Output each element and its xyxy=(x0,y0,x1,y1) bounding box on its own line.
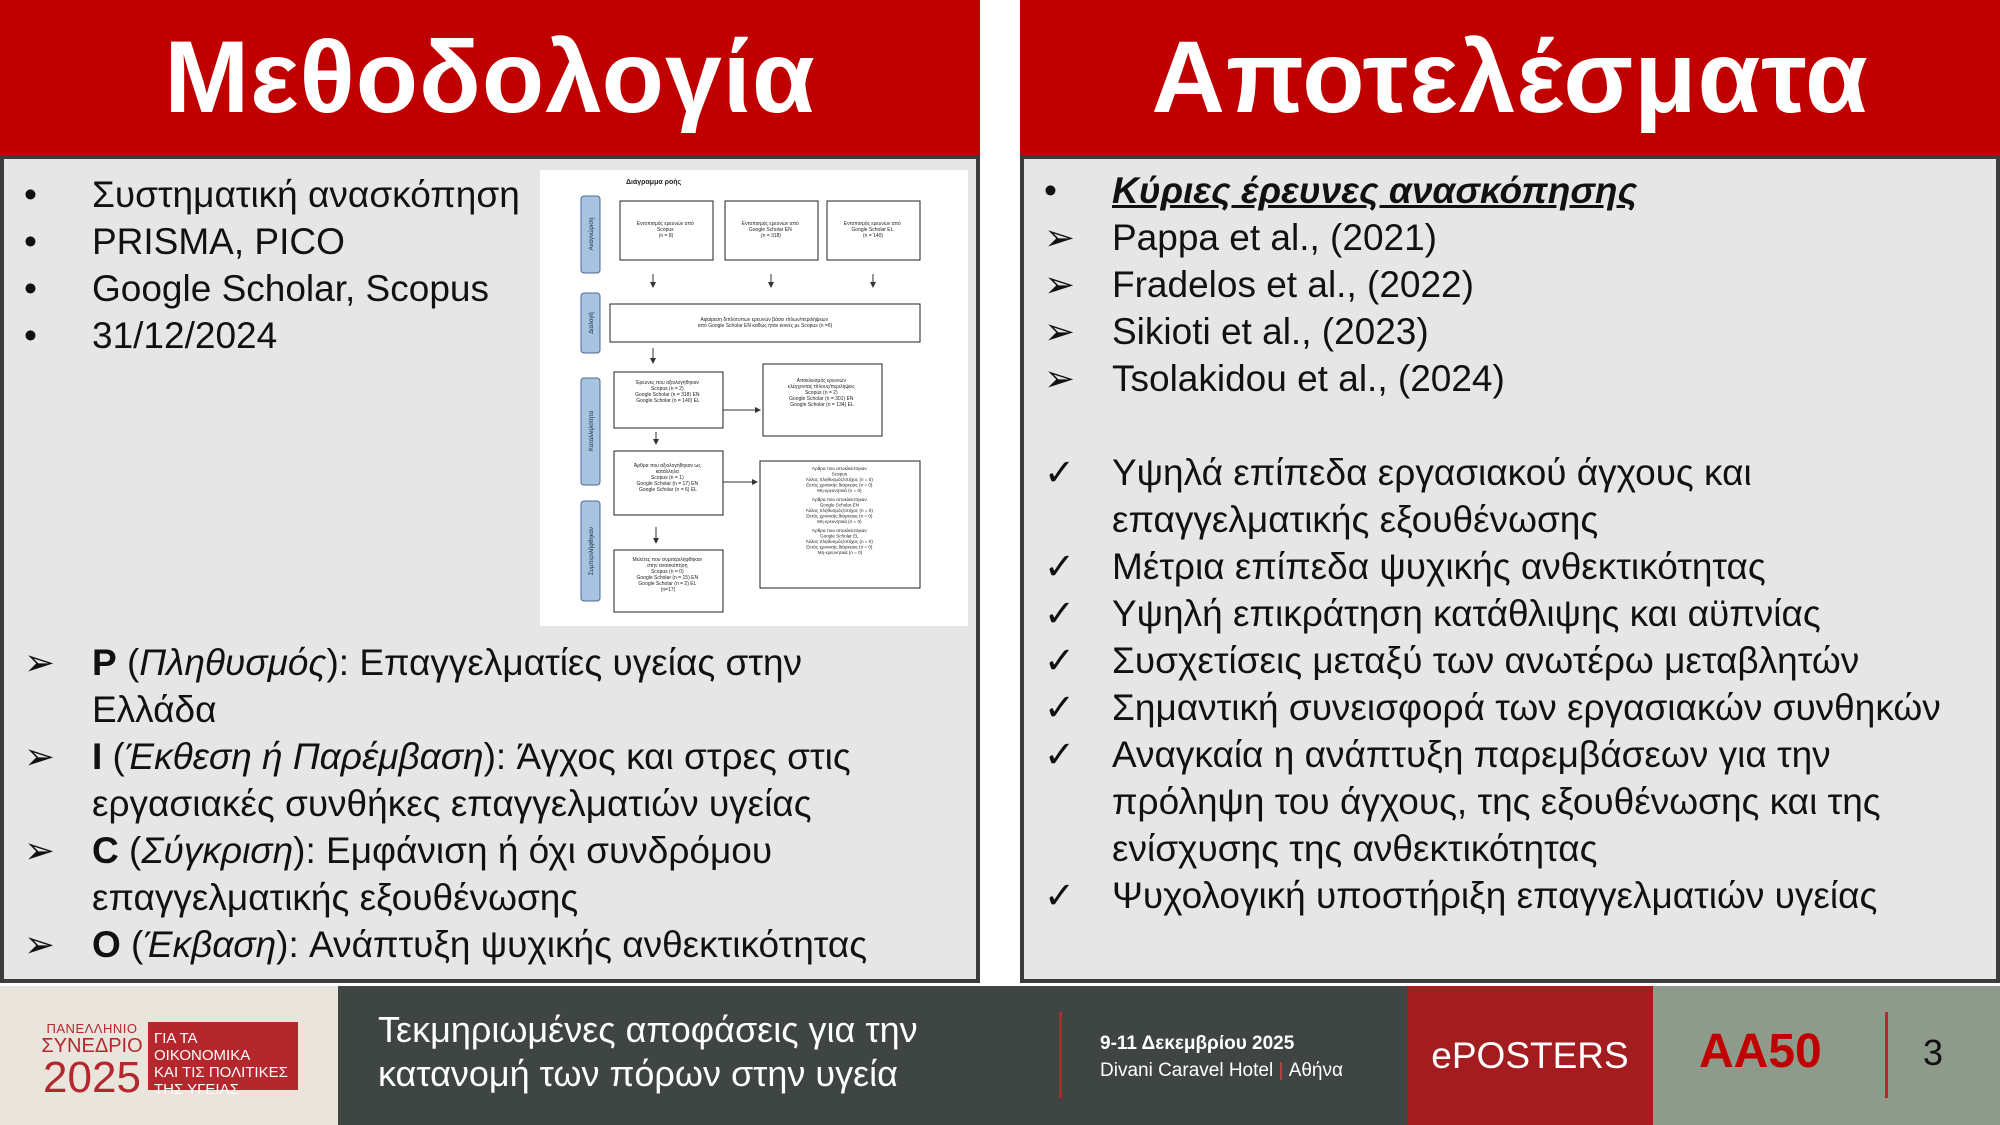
eposters-badge: ePOSTERS xyxy=(1407,986,1653,1125)
checkmark-icon: ✓ xyxy=(1044,546,1076,587)
finding-item: ✓ Συσχετίσεις μεταξύ των ανωτέρω μεταβλητών xyxy=(1030,637,1990,684)
flow-box-scopus xyxy=(620,201,713,260)
svg-text:Εντοπισμός ερευνών από: Εντοπισμός ερευνών από Google Scholar EN (n = 318) xyxy=(741,221,799,239)
flow-box-scholar-el xyxy=(827,201,920,260)
flow-stage-screening xyxy=(581,293,600,353)
flow-box-excluded-screening xyxy=(763,364,882,436)
checkmark-icon: ✓ xyxy=(1044,687,1076,728)
study-item: ➢ Sikioti et al., (2023) xyxy=(1030,308,1990,355)
arrow-bullet-icon: ➢ xyxy=(24,736,56,777)
page-number: 3 xyxy=(1923,1032,1944,1073)
logo-subtitle-box: ΓΙΑ ΤΑ ΟΙΚΟΝΟΜΙΚΑ ΚΑΙ ΤΙΣ ΠΟΛΙΤΙΚΕΣ ΤΗΣ ΥΓΕΙΑΣ xyxy=(148,1022,298,1090)
checkmark-icon: ✓ xyxy=(1044,593,1076,634)
finding-item: ✓ Μέτρια επίπεδα ψυχικής ανθεκτικότητας xyxy=(1030,543,1990,590)
flow-box-eligible xyxy=(614,451,723,515)
flow-box-included xyxy=(614,550,723,612)
svg-text:Καταλληλότητα: Καταλληλότητα xyxy=(589,410,595,452)
poster-code: AA50 xyxy=(1699,1025,1822,1078)
svg-text:Αφαίρεση διπλότυπων ερευνών βά: Αφαίρεση διπλότυπων ερευνών βάσει τίτλων/περιλήψεων από Google Scholar EN καθώς ήταν κοινές με Scopus (n =6) xyxy=(697,317,833,329)
checkmark-icon: ✓ xyxy=(1044,452,1076,493)
svg-text:Άρθρα που αξιολογήθηκαν ως: Άρθρα που αξιολογήθηκαν ως κατάλληλα Scopus (n = 1) Google Scholar (n = 17) EN Google Scholar (n = 6) EL xyxy=(633,463,701,493)
arrow-bullet-icon: ➢ xyxy=(24,830,56,871)
flow-box-excluded-eligibility xyxy=(760,461,920,588)
finding-item: ✓ Ψυχολογική υποστήριξη επαγγελματιών υγείας xyxy=(1030,872,1990,919)
bullet-dot-icon: • xyxy=(1044,170,1057,211)
finding-item: ✓ Αναγκαία η ανάπτυξη παρεμβάσεων για την πρόληψη του άγχους, της εξουθένωσης και της ενίσχυσης της ανθεκτικότητας xyxy=(1030,731,1990,872)
list-item: • Συστηματική ανασκόπηση xyxy=(10,171,520,218)
methodology-title: Μεθοδολογία xyxy=(0,0,980,155)
footer-info xyxy=(338,986,1407,1125)
conference-logo: ΠΑΝΕΛΛΗΝΙΟ ΣΥΝΕΔΡΙΟ 2025 ΓΙΑ ΤΑ ΟΙΚΟΝΟΜΙΚΑ ΚΑΙ ΤΙΣ ΠΟΛΙΤΙΚΕΣ ΤΗΣ ΥΓΕΙΑΣ xyxy=(0,986,338,1125)
arrow-bullet-icon: ➢ xyxy=(1044,217,1076,258)
finding-item: ✓ Υψηλά επίπεδα εργασιακού άγχους και επαγγελματικής εξουθένωσης xyxy=(1030,449,1990,543)
pico-item-o: ➢ O (Έκβαση): Ανάπτυξη ψυχικής ανθεκτικότητας xyxy=(10,921,950,968)
pico-item-c: ➢ C (Σύγκριση): Εμφάνιση ή όχι συνδρόμου επαγγελματικής εξουθένωσης xyxy=(10,827,950,921)
svg-text:Διαλογή: Διαλογή xyxy=(589,312,595,334)
conference-date-venue: 9-11 Δεκεμβρίου 2025 Divani Caravel Hotel | Αθήνα xyxy=(1100,1033,1343,1081)
svg-text:Εντοπισμός ερευνών από: Εντοπισμός ερευνών από Google Scholar EL (n = 140) xyxy=(843,221,901,239)
flow-box-duplicates-removed xyxy=(610,304,920,342)
svg-text:Συμπεριλήφθηκαν: Συμπεριλήφθηκαν xyxy=(589,526,595,576)
list-item: • PRISMA, PICO xyxy=(10,218,520,265)
results-list xyxy=(1030,167,1990,919)
bullet-dot-icon: • xyxy=(24,268,37,309)
study-item: ➢ Fradelos et al., (2022) xyxy=(1030,261,1990,308)
pico-list xyxy=(10,639,950,968)
footer-bar xyxy=(0,986,2000,1125)
methodology-bullets xyxy=(10,171,520,359)
results-panel xyxy=(1020,155,2000,983)
bullet-dot-icon: • xyxy=(24,174,37,215)
spacer xyxy=(1030,402,1990,449)
flow-stage-included xyxy=(581,501,600,601)
list-item: • Google Scholar, Scopus xyxy=(10,265,520,312)
prisma-flow-diagram xyxy=(540,170,968,626)
svg-text:Αποκλεισμός ερευνών: Αποκλεισμός ερευνών ελέγχοντας τίτλους/περιλήψεις Scopus (n = 2) Google Scholar (n = 301) EN Google Scholar (n = 134) EL xyxy=(787,378,855,408)
study-item: ➢ Pappa et al., (2021) xyxy=(1030,214,1990,261)
checkmark-icon: ✓ xyxy=(1044,875,1076,916)
pico-item-p: ➢ P (Πληθυσμός): Επαγγελματίες υγείας στην Ελλάδα xyxy=(10,639,950,733)
bullet-dot-icon: • xyxy=(24,315,37,356)
flow-box-screened xyxy=(614,372,723,428)
checkmark-icon: ✓ xyxy=(1044,640,1076,681)
list-item: • 31/12/2024 xyxy=(10,312,520,359)
flow-stage-eligibility xyxy=(581,378,600,485)
results-title: Αποτελέσματα xyxy=(1020,0,2000,155)
conference-tagline: Τεκμηριωμένες αποφάσεις για την κατανομή των πόρων στην υγεία xyxy=(378,1009,918,1094)
svg-text:Εντοπισμός ερευνών από: Εντοπισμός ερευνών από Scopus (n = 8) xyxy=(636,221,694,239)
flow-stage-identification xyxy=(581,196,600,273)
arrow-bullet-icon: ➢ xyxy=(1044,358,1076,399)
svg-text:Έρευνες που αξιολογήθηκαν: Έρευνες που αξιολογήθηκαν Scopus (n = 2) Google Scholar (n = 318) EN Google Scholar (n = 140) EL xyxy=(635,380,700,404)
study-item: ➢ Tsolakidou et al., (2024) xyxy=(1030,355,1990,402)
finding-item: ✓ Υψηλή επικράτηση κατάθλιψης και αϋπνίας xyxy=(1030,590,1990,637)
arrow-bullet-icon: ➢ xyxy=(1044,311,1076,352)
divider xyxy=(1059,1012,1062,1098)
pico-item-i: ➢ I (Έκθεση ή Παρέμβαση): Άγχος και στρες στις εργασιακές συνθήκες επαγγελματιών υγείας xyxy=(10,733,950,827)
flow-title: Διάγραμμα ροής xyxy=(626,179,682,186)
divider: | xyxy=(1278,1060,1284,1081)
divider xyxy=(1885,1012,1888,1098)
results-heading-item: • Κύριες έρευνες ανασκόπησης xyxy=(1030,167,1990,214)
checkmark-icon: ✓ xyxy=(1044,734,1076,775)
poster-id-panel xyxy=(1653,986,2000,1125)
svg-text:Μελέτες που συμπεριλήφθηκαν: Μελέτες που συμπεριλήφθηκαν στην ανασκόπηση Scopus (n = 0) Google Scholar (n = 15) EN Google Scholar (n = 2) EL (n=17) xyxy=(632,557,703,593)
bullet-dot-icon: • xyxy=(24,221,37,262)
finding-item: ✓ Σημαντική συνεισφορά των εργασιακών συνθηκών xyxy=(1030,684,1990,731)
arrow-bullet-icon: ➢ xyxy=(24,924,56,965)
flow-box-scholar-en xyxy=(725,201,818,260)
svg-text:Άρθρα που αποκλείστηκαν: Άρθρα που αποκλείστηκαν Scopus Άλλος πληθυσμός/στόχος (n = 0) Εκτός χρονικής διάρκειας (n = 0) Μη-ερευνητικά (n = 0) Άρθρα που αποκλείστηκαν Google Scholar EN Άλλος πληθυσμός/στόχος (n = 0) Εκτός χρονικής διάρκειας (n = 0) Μη-ερευνητικά (n = 0) Άρθρα που αποκλείστηκαν Google Scholar EL Άλλος πληθυσμός/στόχος (n = 0) Εκτός χρονικής διάρκειας (n = 0) Μη-ερευνητικά (n = 0) xyxy=(805,466,873,555)
arrow-bullet-icon: ➢ xyxy=(24,642,56,683)
svg-text:Αναγνώριση: Αναγνώριση xyxy=(589,217,595,251)
arrow-bullet-icon: ➢ xyxy=(1044,264,1076,305)
